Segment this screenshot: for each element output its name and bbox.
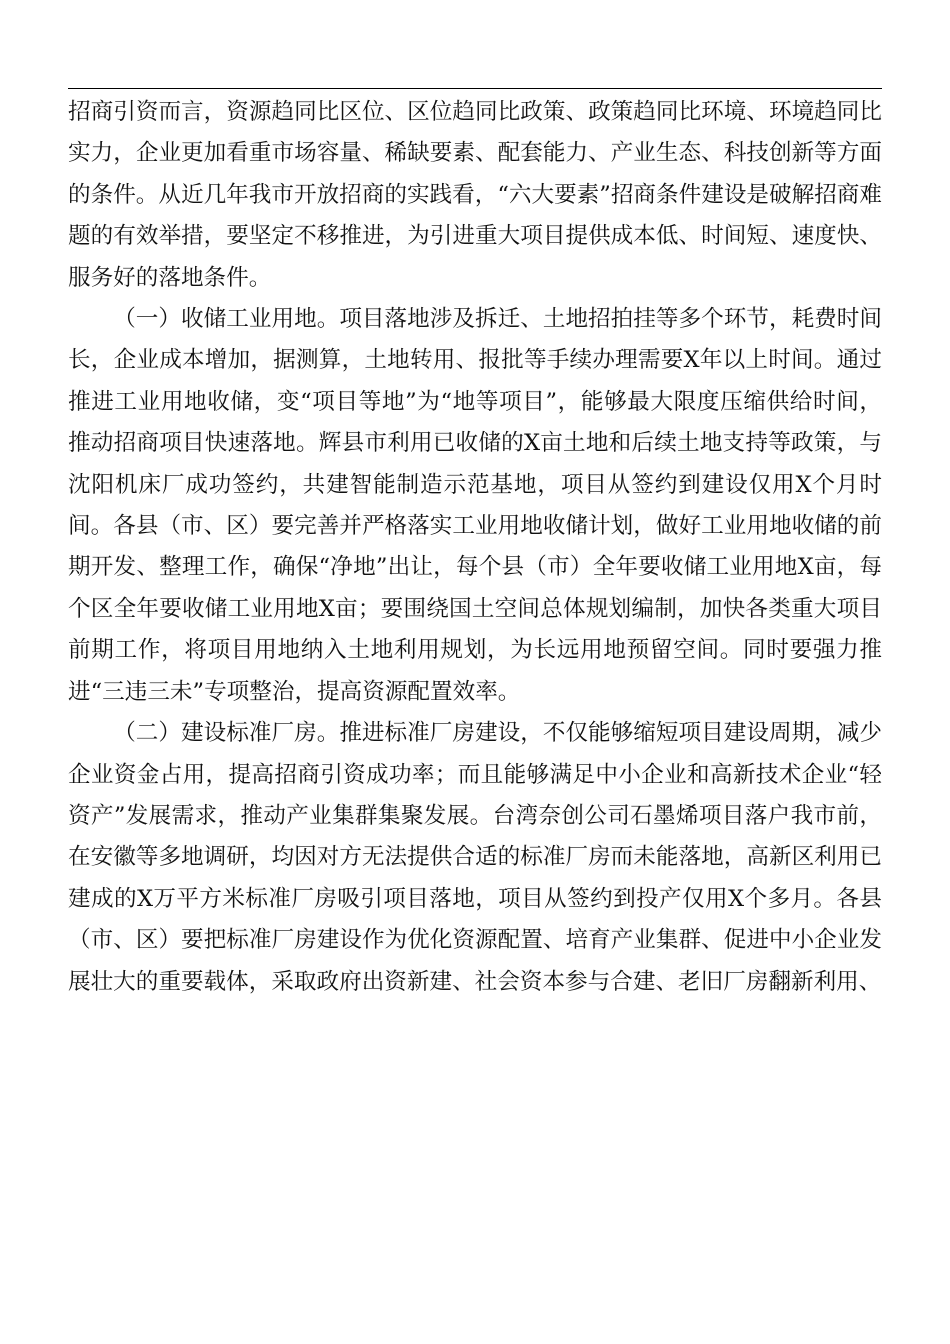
paragraph-section-2-standard-factory: （二）建设标准厂房。推进标准厂房建设，不仅能够缩短项目建设周期，减少企业资金占用，提高招商引资成功率；而且能够满足中小企业和高新技术企业“轻资产”发展需求，推动产业集群集聚发展。台湾奈创公司石墨烯项目落户我市前，在安徽等多地调研，均因对方无法提供合适的标准厂房而未能落地，高新区利用已建成的X万平方米标准厂房吸引项目落地，项目从签约到投产仅用X个多月。各县（市、区）要把标准厂房建设作为优化资源配置、培育产业集群、促进中小企业发展壮大的重要载体，采取政府出资新建、社会资本参与合建、老旧厂房翻新利用、 [68, 720, 882, 995]
paragraph-section-1-industrial-land: （一）收储工业用地。项目落地涉及拆迁、土地招拍挂等多个环节，耗费时间长，企业成本增加，据测算，土地转用、报批等手续办理需要X年以上时间。通过推进工业用地收储，变“项目等地”为“地等项目”，能够最大限度压缩供给时间，推动招商项目快速落地。辉县市利用已收储的X亩土地和后续土地支持等政策，与沈阳机床厂成功签约，共建智能制造示范基地，项目从签约到建设仅用X个月时间。各县（市、区）要完善并严格落实工业用地收储计划，做好工业用地收储的前期开发、整理工作，确保“净地”出让，每个县（市）全年要收储工业用地X亩，每个区全年要收储工业用地X亩；要围绕国土空间总体规划编制，加快各类重大项目前期工作，将项目用地纳入土地利用规划，为长远用地预留空间。同时要强力推进“三违三未”专项整治，提高资源配置效率。 [68, 306, 882, 705]
document-body [68, 92, 882, 1003]
header-rule [68, 88, 882, 89]
paragraph-continuation: 招商引资而言，资源趋同比区位、区位趋同比政策、政策趋同比环境、环境趋同比实力，企业更加看重市场容量、稀缺要素、配套能力、产业生态、科技创新等方面的条件。从近几年我市开放招商的实践看，“六大要素”招商条件建设是破解招商难题的有效举措，要坚定不移推进，为引进重大项目提供成本低、时间短、速度快、服务好的落地条件。 [68, 99, 882, 291]
